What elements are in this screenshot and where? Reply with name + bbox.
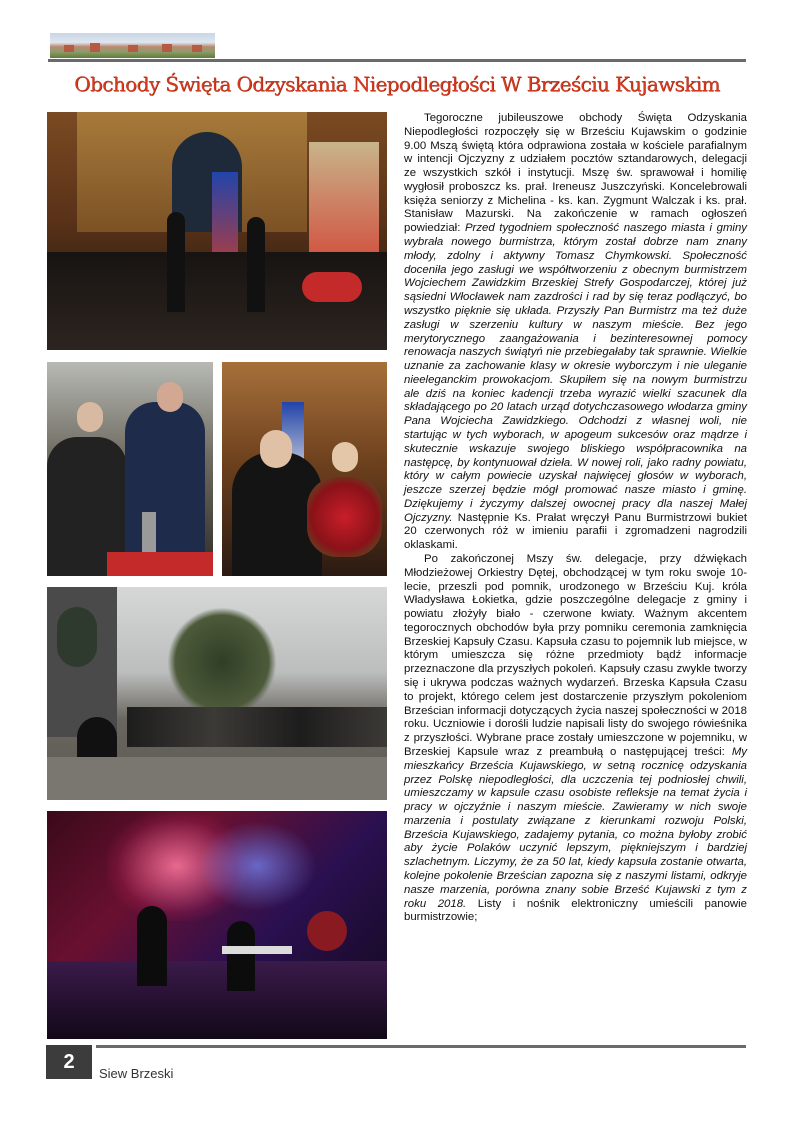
page-number: 2 <box>46 1045 92 1079</box>
paragraph-text: Tegoroczne jubileuszowe obchody Święta Odzyskania Niepodległości rozpoczęły się w Brześciu Kujawskim o godzinie 9.00 Mszą świętą która odprawiona została w kościele parafialnym w intencji Ojczyzny z udziałem pocztów sztandarowych, delegacji ze wszystkich szkół i instytucji. Mszę św. sprawował i homilię wygłosił proboszcz ks. prał. Ireneusz Juszczyński. Koncelebrowali księża seniorzy z Michelina - ks. kan. Zygmunt Walczak i ks. prał. Stanisław Mazurski. Na zakończenie w ramach ogłoszeń powiedział: <box>404 112 747 235</box>
footer-rule <box>96 1045 746 1048</box>
paragraph-text: Następnie Ks. Prałat wręczył Panu Burmistrzowi bukiet 20 czerwonych róż w imieniu parafii i zgromadzeni nagrodzili oklaskami. <box>404 511 747 552</box>
photo-time-capsule-ceremony <box>47 362 213 576</box>
header-rule <box>48 59 746 62</box>
header-banner-image <box>50 33 215 58</box>
magazine-name: Siew Brzeski <box>99 1066 174 1081</box>
photo-church-mass <box>47 112 387 350</box>
article-paragraph <box>404 553 747 925</box>
article-title: Obchody Święta Odzyskania Niepodległości W Brześciu Kujawskim <box>74 72 720 96</box>
photo-monument-gathering <box>47 587 387 800</box>
article-paragraph <box>404 112 747 553</box>
photo-roses-presentation <box>222 362 387 576</box>
banner-house-shape <box>64 45 74 52</box>
banner-house-shape <box>192 45 202 52</box>
article-body <box>404 112 747 925</box>
quote-text: My mieszkańcy Brześcia Kujawskiego, w setną rocznicę odzyskania przez Polskę niepodległości, dla uczczenia tej podniosłej chwili, umieszczamy w kapsule czasu osobiste refleksje na temat życia i pracy w ojczyźnie i naszym mieście. Zawieramy w nich swoje marzenia i postulaty związane z kierunkami rozwoju Polski, Brześcia Kujawskiego, zadajemy pytania, co można byłoby zrobić aby życie Polaków uczynić lepszym, piękniejszym i bardziej szlachetnym. Liczymy, że za 50 lat, kiedy kapsuła zostanie otwarta, kolejne pokolenie Brześcian zapozna się z naszymi listami, odkryje nasze marzenia, porówna znany sobie Brześć Kujawski z tym z roku 2018. <box>404 745 747 910</box>
banner-house-shape <box>162 44 172 52</box>
photo-orchestra-concert <box>47 811 387 1039</box>
quote-text: Przed tygodniem społeczność naszego miasta i gminy wybrała nowego burmistrza, którym został dobrze nam znany młody, zdolny i aktywny Tomasz Chymkowski. Społeczność doceniła jego zasługi we współtworzeniu z obecnym burmistrzem Wojciechem Zawidzkim Brzeskiej Strefy Gospodarczej, której już sąsiedni Włocławek nam zazdrości i rad by się teraz podłączyć, bo wszystko pięknie się układa. Przyszły Pan Burmistrz ma też duże zasługi w szerzeniu kultury w naszym mieście. Bez jego merytorycznego zaangażowania i bezinteresownej pomocy renowacja naszych świątyń nie przebiegałaby tak sprawnie. Wielkie uznanie za zachowanie klasy w okresie wyborczym i nie uleganie nieeleganckim prowokacjom. Skupiłem się na nowym burmistrzu ale dziś na koniec kadencji trzeba wyrazić wielki szacunek dla składającego po 20 latach urząd dotychczasowego włodarza gminy Pana Wojciecha Zawidzkiego. Odchodzi z własnej woli, nie startując w tych wyborach, w apogeum sukcesów oraz mądrze i skutecznie wskazuje swojego bliskiego współpracownika na następcę, by kontynuował dzieła. W nowej roli, jako radny powiatu, który w całym powiecie uzyskał najwięcej głosów w wyborach, jeszcze szerzej będzie mógł promować nasze miasto i gminę. Dziękujemy i życzymy dalszej owocnej pracy dla naszej Małej Ojczyzny. <box>404 222 747 524</box>
paragraph-text: Listy i nośnik elektroniczny umieścili panowie burmistrzowie; <box>404 897 747 924</box>
paragraph-text: Po zakończonej Mszy św. delegacje, przy dźwiękach Młodzieżowej Orkiestry Dętej, obchodzącej w tym roku swoje 10-lecie, przeszli pod pomnik, urodzonego w Brześciu Kuj. króla Władysława Łokietka, gdzie poszczególne delegacje z gminy i powiatu złożyły biało - czerwone kwiaty. Ważnym akcentem tegorocznych obchodów była przy pomniku ceremonia zamknięcia Brzeskiej Kapsuły Czasu. Kapsuła czasu to pojemnik lub miejsce, w którym umieszcza się różne przedmioty bądź informacje przeznaczone dla przyszłych pokoleń. Kapsuły czasu zwykle tworzy się i ukrywa podczas ważnych wydarzeń. Brzeska Kapsuła Czasu to projekt, którego celem jest dostarczenie przyszłym pokoleniom Brześcian informacji dotyczących życia naszej społeczności w 2018 roku. Uczniowie i dorośli ludzie napisali listy do swojego rówieśnika z przyszłości. Wybrane prace zostały umieszczone w pojemniku, w Brzeskiej Kapsule wraz z preambułą o następującej treści: <box>404 553 747 758</box>
banner-house-shape <box>90 43 100 52</box>
banner-house-shape <box>128 45 138 52</box>
